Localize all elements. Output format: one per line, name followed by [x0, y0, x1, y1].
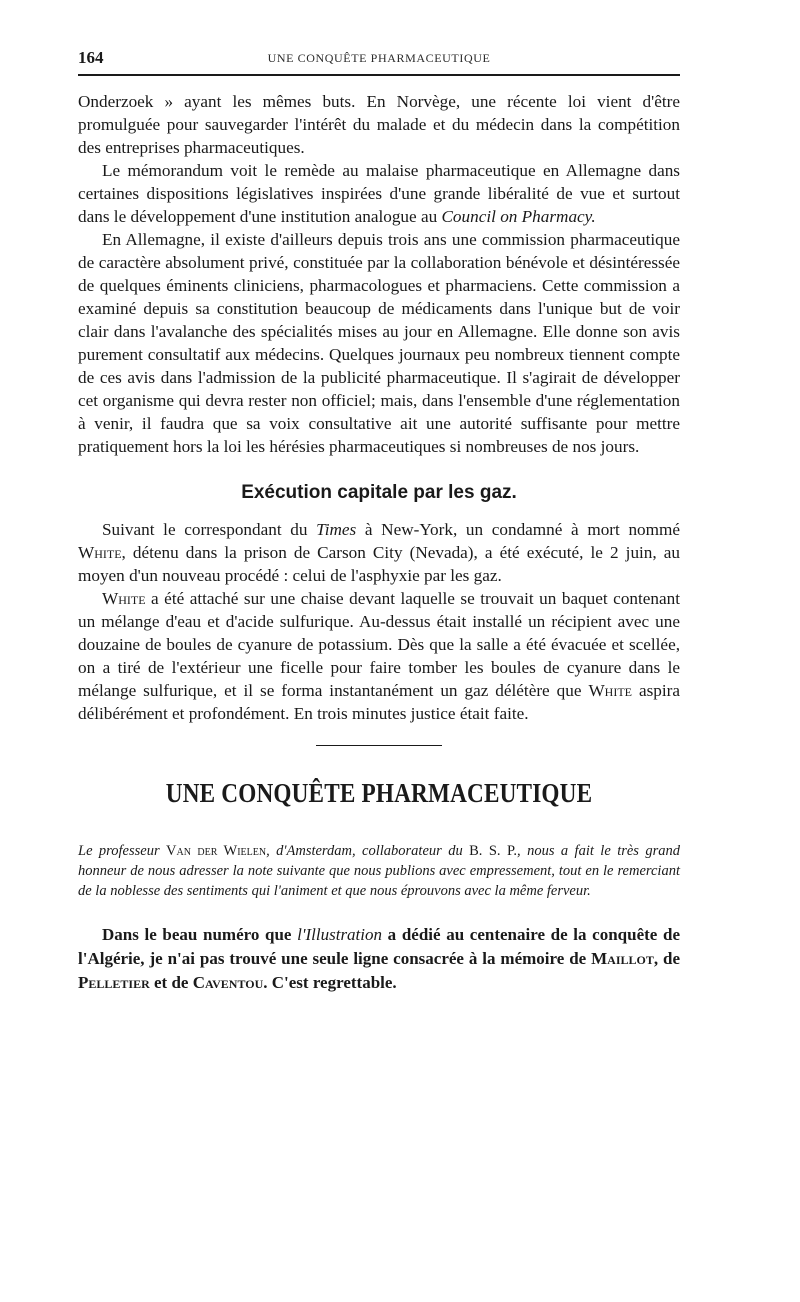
- running-head: [78, 44, 680, 72]
- body-paragraph-2: [78, 159, 680, 228]
- intro-b: , d'Amsterdam, collaborateur du: [266, 843, 470, 859]
- intro-a: Le professeur: [78, 843, 167, 859]
- final-a: Dans le beau numéro que: [102, 925, 298, 944]
- body-paragraph-3: En Allemagne, il existe d'ailleurs depuis trois ans une commission pharmaceutique de caractère absolument privé, constituée par la collaboration bénévole et désintéressée de quelques éminents cliniciens, pharmacologues et pharmaciens. Cette commission a examiné depuis sa constitution beaucoup de médicaments dans l'unique but de voir clair dans l'avalanche des spécialités mises au jour en Allemagne. Elle donne son avis purement consultatif aux médecins. Quelques journaux peu nombreux tiennent compte de ces avis dans l'admission de la publicité pharmaceutique. Il s'agirait de développer cet organisme qui devra rester non officiel; mais, dans l'ensemble d'une réglementation à venir, il faudra que sa voix consultative ait une autorité suffisante pour mettre pratiquement hors la loi les hérésies pharmaceutiques si nombreuses de nos jours.: [78, 230, 680, 456]
- article-paragraph-1: [78, 923, 680, 995]
- running-title: UNE CONQUÊTE PHARMACEUTIQUE: [267, 51, 491, 65]
- name-maillot: Maillot: [591, 949, 654, 968]
- section-p1-c: , détenu dans la prison de Carson City (Nevada), a été exécuté, le 2 juin, au moyen d'un nouveau procédé : celui de l'asphyxie par les gaz.: [78, 543, 680, 585]
- bsp-abbrev: B. S. P.: [469, 843, 518, 859]
- article-title: UNE CONQUÊTE PHARMACEUTIQUE: [165, 778, 593, 808]
- name-white: White: [102, 589, 146, 608]
- section-divider: [316, 745, 442, 746]
- final-b: a dédié au centenaire de la conquête de l'Algérie, je n'ai pas trouvé une seule ligne consacrée à la mémoire de: [78, 925, 680, 968]
- final-e: . C'est regrettable.: [263, 973, 397, 992]
- name-caventou: Caventou: [192, 973, 264, 992]
- name-white: White: [78, 543, 122, 562]
- times-newspaper: Times: [316, 520, 357, 539]
- name-pelletier: Pelletier: [78, 973, 150, 992]
- name-van-der-wielen: Van der Wielen: [166, 843, 267, 859]
- paragraph-2-text: Le mémorandum voit le remède au malaise pharmaceutique en Allemagne dans certaines dispositions législatives inspirées d'une grande libéralité de vue et surtout dans le développement d'une institution analogue au: [78, 161, 680, 226]
- section-p2-b: aspira délibérément et profondément. En trois minutes justice était faite.: [78, 681, 680, 723]
- illustration-magazine: l'Illustration: [297, 925, 383, 944]
- section-paragraph-2: [78, 587, 680, 725]
- section-p1-b: à New-York, un condamné à mort nommé: [356, 520, 680, 539]
- final-c: , de: [653, 949, 680, 968]
- article-intro: [78, 841, 680, 901]
- page: [78, 44, 680, 995]
- section-paragraph-1: [78, 518, 680, 587]
- name-white: White: [588, 681, 632, 700]
- section-heading: Exécution capitale par les gaz.: [241, 482, 517, 503]
- section-p1-a: Suivant le correspondant du: [102, 520, 317, 539]
- section-p2-a: a été attaché sur une chaise devant laquelle se trouvait un baquet contenant un mélange d'eau et d'acide sulfurique. Au-dessus était installé un récipient avec une douzaine de boules de cyanure de potassium. Dès que la salle a été évacuée et scellée, on a tiré de l'extérieur une ficelle pour faire tomber les boules de cyanure dans le mélange sulfurique, et il se forma instantanément un gaz délétère que: [78, 589, 680, 700]
- final-d: et de: [149, 973, 193, 992]
- article-body: [78, 923, 680, 995]
- body-paragraph-1: Onderzoek » ayant les mêmes buts. En Norvège, une récente loi vient d'être promulguée pour sauvegarder l'intérêt du malade et du médecin dans la compétition des entreprises pharmaceutiques.: [78, 92, 680, 157]
- page-number: 164: [78, 48, 104, 67]
- intro-c: , nous a fait le très grand honneur de nous adresser la note suivante que nous publions avec empressement, tout en le remerciant de la noblesse des sentiments qui l'animent et que nous éprouvons avec la même ferveur.: [78, 843, 680, 899]
- council-on-pharmacy: Council on Pharmacy.: [441, 207, 596, 226]
- header-rule: [78, 74, 680, 76]
